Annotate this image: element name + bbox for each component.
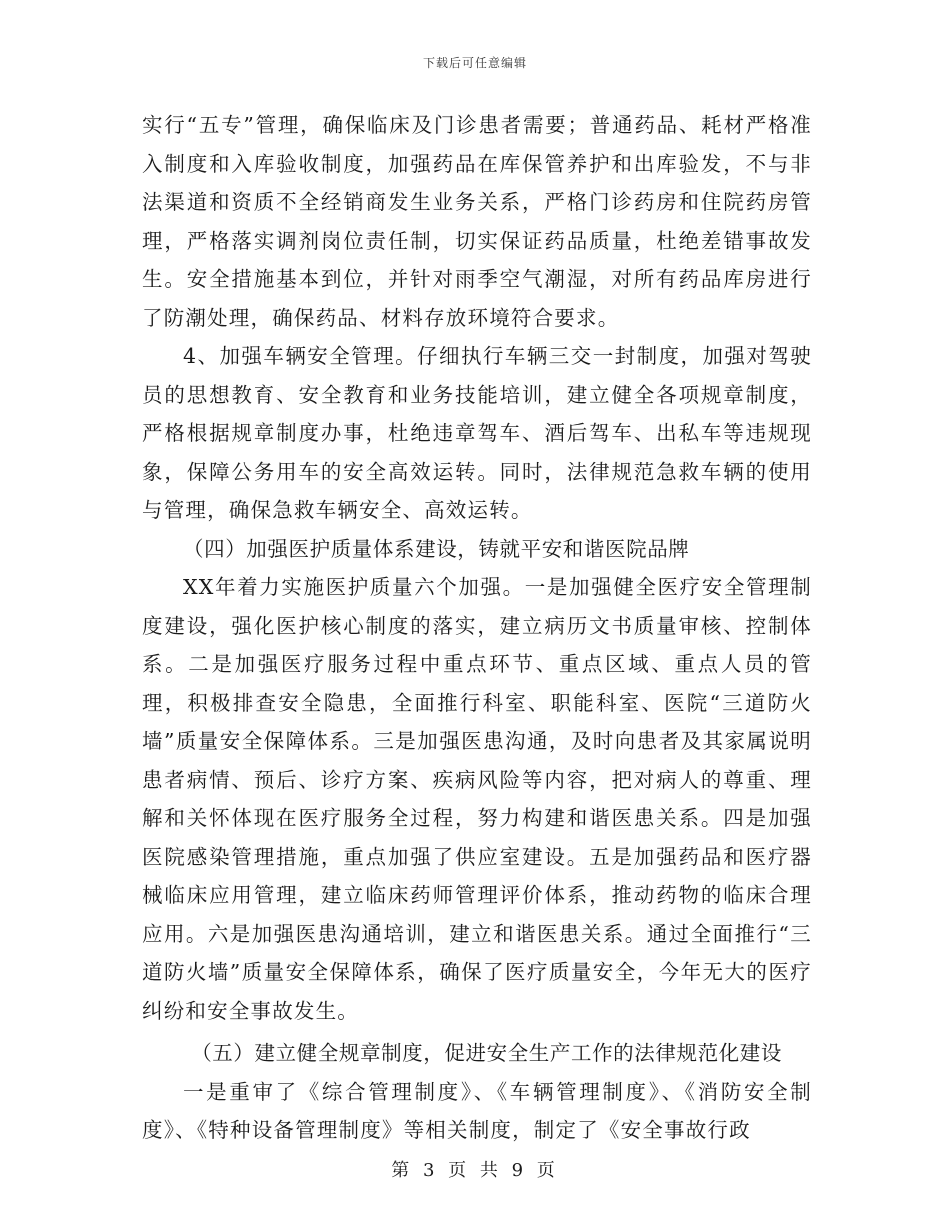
paragraph-pharmacy-continued: 实行“五专”管理，确保临床及门诊患者需要；普通药品、耗材严格准入制度和入库验收制度，加强药品在库保管养护和出库验发，不与非法渠道和资质不全经销商发生业务关系，严格门诊药房和住院药房管理，严格落实调剂岗位责任制，切实保证药品质量，杜绝差错事故发生。安全措施基本到位，并针对雨季空气潮湿，对所有药品库房进行了防潮处理，确保药品、材料存放环境符合要求。 <box>142 113 812 330</box>
page-header-note: 下载后可任意编辑 <box>422 56 527 70</box>
paragraph-vehicle-safety: 4、加强车辆安全管理。仔细执行车辆三交一封制度，加强对驾驶员的思想教育、安全教育和业务技能培训，建立健全各项规章制度，严格根据规章制度办事，杜绝违章驾车、酒后驾车、出私车等违规现象，保障公务用车的安全高效运转。同时，法律规范急救车辆的使用与管理，确保急救车辆安全、高效运转。 <box>142 344 812 522</box>
paragraph-rules: 一是重审了《综合管理制度》、《车辆管理制度》、《消防安全制度》、《特种设备管理制度》等相关制度，制定了《安全事故行政 <box>142 1079 812 1142</box>
document-body <box>142 106 812 1150</box>
page-number-footer: 第 3 页 共 9 页 <box>391 1160 559 1181</box>
paragraph-medical-quality: XX年着力实施医护质量六个加强。一是加强健全医疗安全管理制度建设，强化医护核心制度的落实，建立病历文书质量审核、控制体系。二是加强医疗服务过程中重点环节、重点区域、重点人员的管理，积极排查安全隐患，全面推行科室、职能科室、医院“三道防火墙”质量安全保障体系。三是加强医患沟通，及时向患者及其家属说明患者病情、预后、诊疗方案、疾病风险等内容，把对病人的尊重、理解和关怀体现在医疗服务全过程，努力构建和谐医患关系。四是加强医院感染管理措施，重点加强了供应室建设。五是加强药品和医疗器械临床应用管理，建立临床药师管理评价体系，推动药物的临床合理应用。六是加强医患沟通培训，建立和谐医患关系。通过全面推行“三道防火墙”质量安全保障体系，确保了医疗质量安全，今年无大的医疗纠纷和安全事故发生。 <box>142 575 812 1023</box>
section-heading-five: （五）建立健全规章制度，促进安全生产工作的法律规范化建设 <box>191 1041 782 1065</box>
section-heading-four: （四）加强医护质量体系建设，铸就平安和谐医院品牌 <box>183 536 690 561</box>
